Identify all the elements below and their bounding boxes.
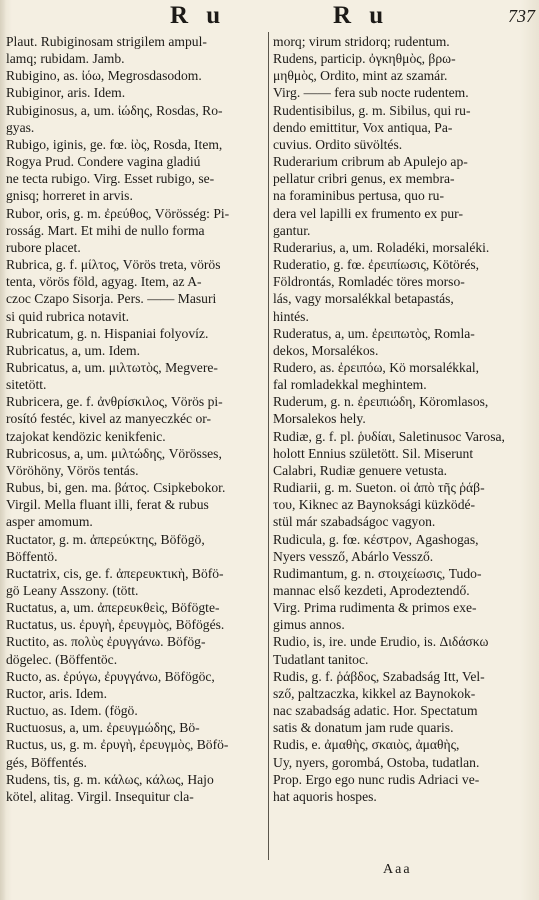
entry-line: Ructo, as. ἐρύγω, ἐρυγγάνω, Böfögöc, bbox=[6, 668, 215, 684]
dictionary-entry bbox=[6, 393, 264, 444]
column-divider bbox=[268, 32, 269, 860]
dictionary-entry bbox=[6, 136, 264, 205]
dictionary-entry bbox=[6, 565, 264, 599]
entry-line: gö Leany Asszony. (tött. bbox=[6, 583, 139, 598]
dictionary-entry bbox=[6, 616, 264, 633]
entry-line: Rudicula, g. fœ. κέστρον, Agashogas, bbox=[273, 531, 479, 547]
page-header bbox=[0, 2, 539, 32]
entry-line: Rubor, oris, g. m. ἐρεύθος, Vörösség: Pi- bbox=[6, 205, 230, 221]
entry-line: Ructito, as. πολὺς ἐρυγγάνω. Böfög- bbox=[6, 634, 206, 650]
entry-line: Rubricatus, a, um. μιλτωτὸς, Megvere- bbox=[6, 359, 218, 375]
entry-line: Vöröhöny, Vörös tentás. bbox=[6, 462, 139, 478]
dictionary-entry bbox=[6, 33, 264, 67]
entry-line: morq; virum stridorq; rudentum. bbox=[273, 34, 450, 49]
dictionary-entry bbox=[6, 325, 264, 342]
entry-line: Tudatlant tanitoc. bbox=[273, 651, 369, 667]
entry-line: Ructatus, a, um. ἀπερευκθεὶς, Böfögte- bbox=[6, 600, 220, 616]
dictionary-entry bbox=[273, 393, 531, 427]
entry-line: nac szabadság adatic. Hor. Spectatum bbox=[273, 703, 478, 719]
entry-line: si quid rubrica notavit. bbox=[6, 308, 130, 324]
dictionary-entry bbox=[273, 428, 531, 479]
page-number: 737 bbox=[508, 6, 535, 26]
running-head-left: R u bbox=[170, 2, 227, 29]
dictionary-entry bbox=[273, 153, 531, 239]
entry-line: Virg. —— fera sub nocte rudentem. bbox=[273, 85, 469, 101]
entry-line: Ruderatus, a, um. ἐρειπωτὸς, Romla- bbox=[273, 325, 475, 341]
dictionary-entry bbox=[273, 50, 531, 101]
entry-line: Rudimantum, g. n. στοιχείωσις, Tudo- bbox=[273, 565, 482, 581]
entry-line: Ruderatio, g. fœ. ἐρειπίωσις, Kötörés, bbox=[273, 257, 480, 273]
dictionary-entry bbox=[6, 668, 264, 685]
entry-line: kötel, alitag. Virgil. Insequitur cla- bbox=[6, 788, 194, 804]
entry-line: sitetött. bbox=[6, 377, 47, 393]
entry-line: pellatur cribri genus, ex membra- bbox=[273, 171, 455, 187]
dictionary-entry bbox=[273, 668, 531, 737]
dictionary-entry bbox=[6, 531, 264, 565]
dictionary-entry bbox=[6, 359, 264, 393]
entry-line: Rudiarii, g. m. Sueton. οἱ ἀπὸ τῆς ῥάβ- bbox=[273, 480, 485, 496]
entry-line: Földrontás, Romladéc töres morso- bbox=[273, 274, 465, 290]
entry-line: Rubiginor, aris. Idem. bbox=[6, 85, 126, 101]
entry-line: Rudis, g. f. ῥάβδος, Szabadság Itt, Vel- bbox=[273, 668, 485, 684]
dictionary-entry bbox=[6, 205, 264, 256]
entry-line: μηθμὸς, Ordito, mint az szamár. bbox=[273, 68, 448, 84]
dictionary-entry bbox=[273, 531, 531, 565]
dictionary-entry bbox=[6, 67, 264, 84]
entry-line: Rudens, particip. ὀγκηθμὸς, βρω- bbox=[273, 51, 456, 67]
entry-line: Rudiæ, g. f. pl. ῥυδίαι, Saletinusoc Varosa, bbox=[273, 428, 505, 444]
entry-line: dendo emittitur, Vox antiqua, Pa- bbox=[273, 119, 453, 135]
dictionary-entry bbox=[6, 771, 264, 805]
entry-line: stül már szabadságoc vagyon. bbox=[273, 514, 436, 530]
entry-line: hintés. bbox=[273, 308, 309, 324]
entry-line: Rubricosus, a, um. μιλτώδης, Vörösses, bbox=[6, 445, 222, 461]
entry-line: Rogya Prud. Condere vagina gladiú bbox=[6, 154, 201, 170]
entry-line: Ructuo, as. Idem. (fögö. bbox=[6, 703, 138, 719]
entry-line: Rudentisibilus, g. m. Sibilus, qui ru- bbox=[273, 102, 471, 118]
entry-line: Rubiginosus, a, um. ἰώδης, Rosdas, Ro- bbox=[6, 102, 223, 118]
entry-line: holott Ennius születött. Sil. Miserunt bbox=[273, 445, 474, 461]
entry-line: Rudis, e. ἀμαθὴς, σκαιὸς, ἀμαθὴς, bbox=[273, 737, 460, 753]
dictionary-entry bbox=[273, 479, 531, 530]
entry-line: Morsalekos hely. bbox=[273, 411, 366, 427]
dictionary-entry bbox=[6, 102, 264, 136]
entry-line: asper amomum. bbox=[6, 514, 93, 530]
right-column bbox=[273, 33, 531, 805]
dictionary-entry bbox=[6, 719, 264, 736]
entry-line: Virg. Prima rudimenta & primos exe- bbox=[273, 600, 477, 616]
dictionary-entry bbox=[273, 736, 531, 805]
dictionary-entry bbox=[273, 359, 531, 393]
entry-line: na foraminibus pertusa, quo ru- bbox=[273, 188, 445, 204]
entry-line: Ructor, aris. Idem. bbox=[6, 685, 108, 701]
dictionary-entry bbox=[6, 256, 264, 325]
entry-line: Calabri, Rudiæ genuere vetusta. bbox=[273, 462, 448, 478]
entry-line: Rubricera, ge. f. ἀνθρίσκιλος, Vörös pi- bbox=[6, 394, 223, 410]
dictionary-entry bbox=[6, 599, 264, 616]
entry-line: Ructus, us, g. m. ἐρυγὴ, ἐρευγμὸς, Böfö- bbox=[6, 737, 229, 753]
dictionary-entry bbox=[273, 565, 531, 634]
entry-line: ne tecta rubigo. Virg. Esset rubigo, se- bbox=[6, 171, 215, 187]
entry-line: sző, paltzaczka, kikkel az Baynokok- bbox=[273, 685, 476, 701]
entry-line: rosító festéc, kivel az manyeczkéc or- bbox=[6, 411, 212, 427]
dictionary-entry bbox=[273, 633, 531, 667]
entry-line: Nyers vessző, Abárlo Vessző. bbox=[273, 548, 434, 564]
entry-line: Rubus, bi, gen. ma. βάτος. Csipkebokor. bbox=[6, 480, 226, 496]
entry-line: gnisq; horreret in arvis. bbox=[6, 188, 133, 204]
entry-line: Rubricatus, a, um. Idem. bbox=[6, 342, 141, 358]
dictionary-entry bbox=[6, 84, 264, 101]
entry-line: Rudio, is, ire. unde Erudio, is. Διδάσκω bbox=[273, 634, 489, 650]
entry-line: Ructuosus, a, um. ἐρευγμώδης, Bö- bbox=[6, 720, 200, 736]
entry-line: gantur. bbox=[273, 222, 311, 238]
entry-line: tzajokat kendözic kenikfenic. bbox=[6, 428, 166, 444]
entry-line: dekos, Morsalékos. bbox=[273, 342, 379, 358]
dictionary-entry bbox=[6, 342, 264, 359]
entry-line: fal romladekkal meghintem. bbox=[273, 377, 427, 393]
entry-line: Ructatus, us. ἐρυγὴ, ἐρευγμὸς, Böfögés. bbox=[6, 617, 225, 633]
entry-line: του, Kiknec az Baynoksági küzködé- bbox=[273, 497, 476, 513]
dictionary-entry bbox=[6, 736, 264, 770]
entry-line: rubore placet. bbox=[6, 239, 81, 255]
entry-line: Rudero, as. ἐρειπόω, Kö morsalékkal, bbox=[273, 359, 480, 375]
dictionary-entry bbox=[6, 685, 264, 702]
dictionary-entry bbox=[273, 256, 531, 325]
entry-line: lamq; rubidam. Jamb. bbox=[6, 51, 125, 67]
entry-line: Ruderarius, a, um. Roladéki, morsaléki. bbox=[273, 239, 490, 255]
dictionary-entry bbox=[273, 239, 531, 256]
entry-line: satis & donatum jam rude quaris. bbox=[273, 720, 454, 736]
entry-line: Ruderum, g. n. ἐρειπιώδη, Köromlasos, bbox=[273, 394, 489, 410]
entry-line: Rubigino, as. ἰόω, Megrosdasodom. bbox=[6, 68, 202, 84]
entry-line: cuvius. Ordito süvöltés. bbox=[273, 136, 403, 152]
entry-line: dera vel lapilli ex frumento ex pur- bbox=[273, 205, 463, 221]
entry-line: Ructator, g. m. ἀπερεύκτης, Böfögö, bbox=[6, 531, 205, 547]
entry-line: gyas. bbox=[6, 119, 35, 135]
running-head-right: R u bbox=[333, 2, 390, 29]
entry-line: dögelec. (Böffentöc. bbox=[6, 651, 118, 667]
entry-line: hat aquoris hospes. bbox=[273, 788, 377, 804]
entry-line: Prop. Ergo ego nunc rudis Adriaci ve- bbox=[273, 771, 480, 787]
dictionary-entry bbox=[273, 102, 531, 153]
entry-line: Rubricatum, g. n. Hispaniai folyovíz. bbox=[6, 325, 209, 341]
entry-line: Virgil. Mella fluant illi, ferat & rubus bbox=[6, 497, 209, 513]
entry-line: Uy, nyers, gorombá, Ostoba, tudatlan. bbox=[273, 754, 480, 770]
entry-line: mannac első kezdeti, Aprodeztendő. bbox=[273, 583, 470, 598]
entry-line: Rubrica, g. f. μίλτος, Vörös treta, vörös bbox=[6, 257, 221, 273]
dictionary-entry bbox=[6, 633, 264, 667]
entry-line: Rudens, tis, g. m. κάλως, κάλως, Hajo bbox=[6, 771, 214, 787]
entry-line: Ruderarium cribrum ab Apulejo ap- bbox=[273, 154, 468, 170]
entry-line: czoc Czapo Sisorja. Pers. —— Masuri bbox=[6, 291, 217, 307]
entry-line: tenta, vörös föld, agyag. Item, az A- bbox=[6, 274, 202, 290]
dictionary-entry bbox=[273, 325, 531, 359]
entry-line: Rubigo, iginis, ge. fœ. ἰὸς, Rosda, Item, bbox=[6, 136, 223, 152]
dictionary-entry bbox=[6, 702, 264, 719]
entry-line: Ructatrix, cis, ge. f. ἀπερευκτικὴ, Böfö- bbox=[6, 565, 224, 581]
entry-line: rosság. Mart. Et mihi de nullo forma bbox=[6, 222, 205, 238]
entry-line: lás, vagy morsalékkal betapastás, bbox=[273, 291, 454, 307]
dictionary-entry bbox=[6, 479, 264, 530]
dictionary-entry bbox=[6, 445, 264, 479]
left-column bbox=[6, 33, 264, 805]
entry-line: Böffentö. bbox=[6, 548, 58, 564]
signature-mark: Aaa bbox=[383, 862, 412, 877]
entry-line: Plaut. Rubiginosam strigilem ampul- bbox=[6, 34, 207, 49]
dictionary-entry bbox=[273, 33, 531, 50]
entry-line: gés, Böffentés. bbox=[6, 754, 87, 770]
entry-line: gimus annos. bbox=[273, 617, 345, 633]
